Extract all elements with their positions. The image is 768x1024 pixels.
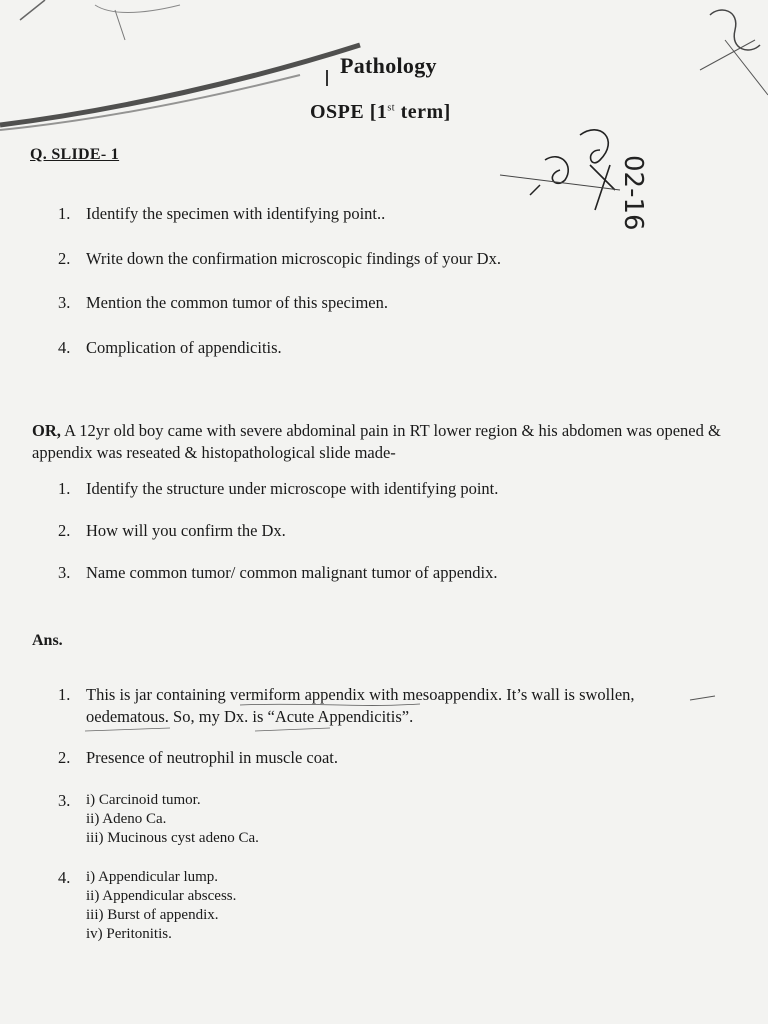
answer-subpoint: iii) Mucinous cyst adeno Ca.	[86, 830, 259, 846]
answer-subpoint: iv) Peritonitis.	[86, 926, 172, 942]
subtitle-text: OSPE [1	[310, 101, 388, 123]
question-text: How will you confirm the Dx.	[86, 521, 286, 540]
answer-item	[58, 791, 259, 848]
page-title: Pathology	[340, 53, 437, 78]
question-text: Name common tumor/ common malignant tumor of appendix.	[86, 563, 498, 582]
question-text: Identify the specimen with identifying point..	[86, 204, 386, 223]
answer-continuation: oedematous. So, my Dx. is “Acute Appendicitis”.	[86, 707, 414, 726]
question-text: Write down the confirmation microscopic findings of your Dx.	[86, 249, 501, 268]
page-subtitle	[310, 101, 451, 124]
handwritten-roll-number: 02-16	[618, 155, 648, 231]
answer-number: 3.	[58, 791, 71, 810]
question-text: Identify the structure under microscope with identifying point.	[86, 479, 499, 498]
question-text: Mention the common tumor of this specimen.	[86, 293, 388, 312]
question-number: 1.	[58, 204, 71, 223]
alternate-lead: OR,	[32, 421, 61, 440]
question-number: 4.	[58, 338, 71, 357]
answer-subpoint: ii) Appendicular abscess.	[86, 888, 237, 904]
answer-item	[58, 868, 236, 944]
subtitle-term: term]	[395, 101, 451, 123]
question-item	[58, 293, 388, 313]
question-number: 2.	[58, 249, 71, 268]
answer-subpoint: ii) Adeno Ca.	[86, 811, 167, 827]
question-text: Complication of appendicitis.	[86, 338, 282, 357]
title-mark	[326, 70, 328, 86]
answer-number: 2.	[58, 748, 71, 767]
answer-subpoint: i) Appendicular lump.	[86, 869, 219, 885]
alternate-text: A 12yr old boy came with severe abdominal pain in RT lower region & his abdomen was opened & appendix was reseated & histopathological slide made-	[32, 421, 721, 462]
answer-item	[58, 748, 338, 768]
section-heading: Q. SLIDE- 1	[30, 146, 120, 163]
question-number: 2.	[58, 521, 71, 540]
subtitle-superscript: st	[387, 102, 396, 114]
answer-text: Presence of neutrophil in muscle coat.	[86, 748, 339, 767]
question-item	[58, 338, 282, 358]
alternate-question-paragraph	[32, 420, 732, 464]
answer-item	[58, 685, 635, 705]
answer-number: 1.	[58, 685, 71, 704]
answer-subpoint: i) Carcinoid tumor.	[86, 792, 201, 808]
answer-subpoint: iii) Burst of appendix.	[86, 907, 219, 923]
alternate-question-item	[58, 563, 498, 583]
answers-heading: Ans.	[32, 632, 63, 649]
alternate-question-item	[58, 479, 498, 499]
answer-text: This is jar containing vermiform appendix with mesoappendix. It’s wall is swollen,	[86, 685, 635, 704]
answer-number: 4.	[58, 868, 71, 887]
question-number: 1.	[58, 479, 71, 498]
question-number: 3.	[58, 563, 71, 582]
question-item	[58, 204, 385, 224]
question-item	[58, 249, 501, 269]
question-number: 3.	[58, 293, 71, 312]
alternate-question-item	[58, 521, 286, 541]
